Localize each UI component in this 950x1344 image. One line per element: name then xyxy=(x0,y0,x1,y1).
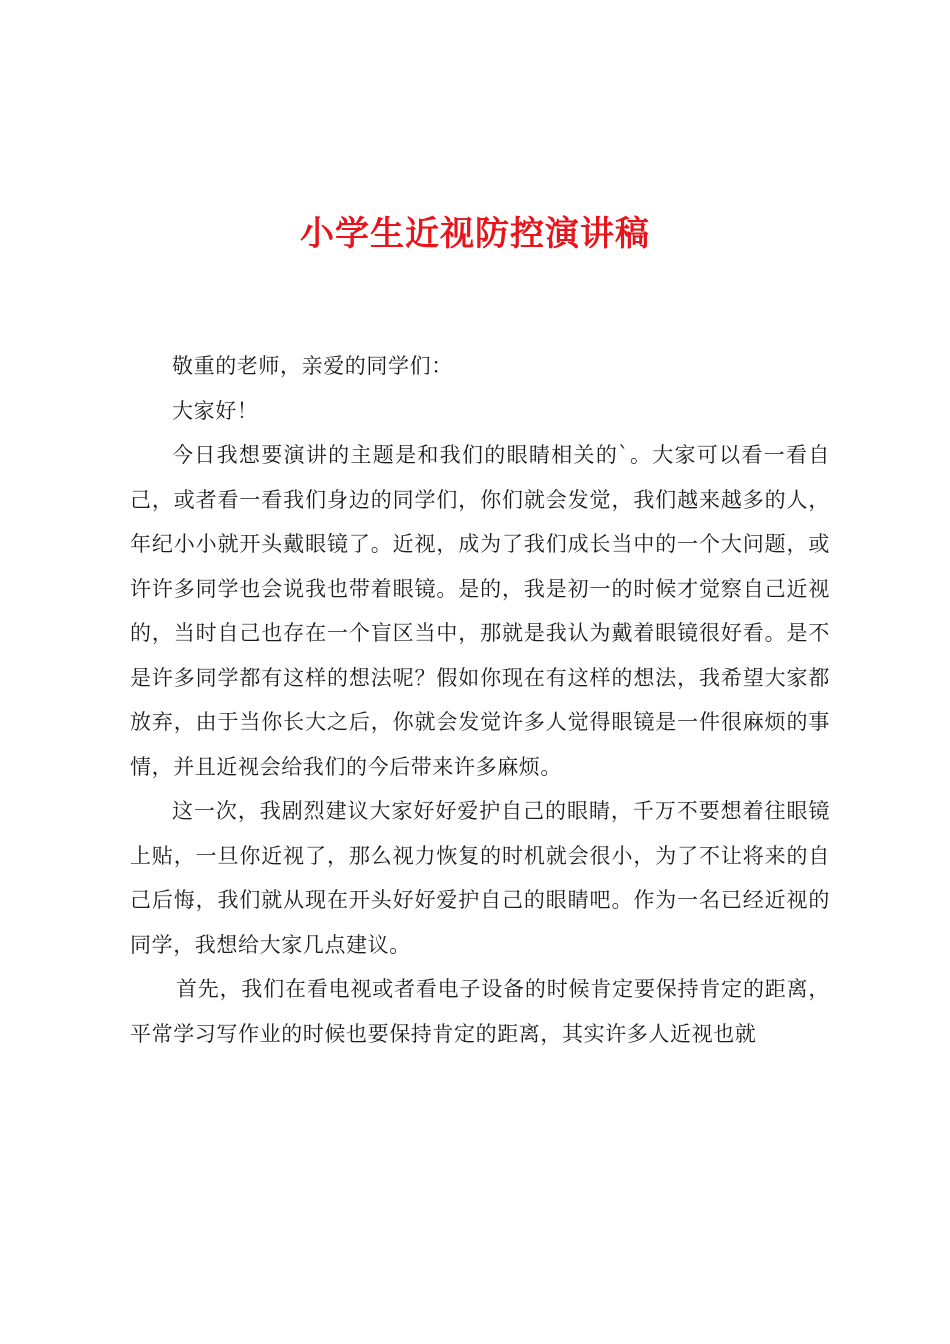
paragraph-1: 今日我想要演讲的主题是和我们的眼睛相关的`。大家可以看一看自己，或者看一看我们身边的同学们，你们就会发觉，我们越来越多的人，年纪小小就开头戴眼镜了。近视，成为了我们成长当中的一个大问题，或许许多同学也会说我也带着眼镜。是的，我是初一的时候才觉察自己近视的，当时自己也存在一个盲区当中，那就是我认为戴着眼镜很好看。是不是许多同学都有这样的想法呢？假如你现在有这样的想法，我希望大家都放弃，由于当你长大之后，你就会发觉许多人觉得眼镜是一件很麻烦的事情，并且近视会给我们的今后带来许多麻烦。 xyxy=(130,443,830,779)
greeting-line: 敬重的老师，亲爱的同学们： xyxy=(172,354,453,378)
document-body xyxy=(130,344,830,1056)
document-title: 小学生近视防控演讲稿 xyxy=(300,214,650,254)
paragraph-2: 这一次，我剧烈建议大家好好爱护自己的眼睛，千万不要想着往眼镜上贴，一旦你近视了，那么视力恢复的时机就会很小，为了不让将来的自己后悔，我们就从现在开头好好爱护自己的眼睛吧。作为一名已经近视的同学，我想给大家几点建议。 xyxy=(130,799,830,957)
paragraph-3: 首先，我们在看电视或者看电子设备的时候肯定要保持肯定的距离，平常学习写作业的时候也要保持肯定的距离，其实许多人近视也就 xyxy=(130,977,830,1046)
hello-line: 大家好！ xyxy=(172,398,259,423)
